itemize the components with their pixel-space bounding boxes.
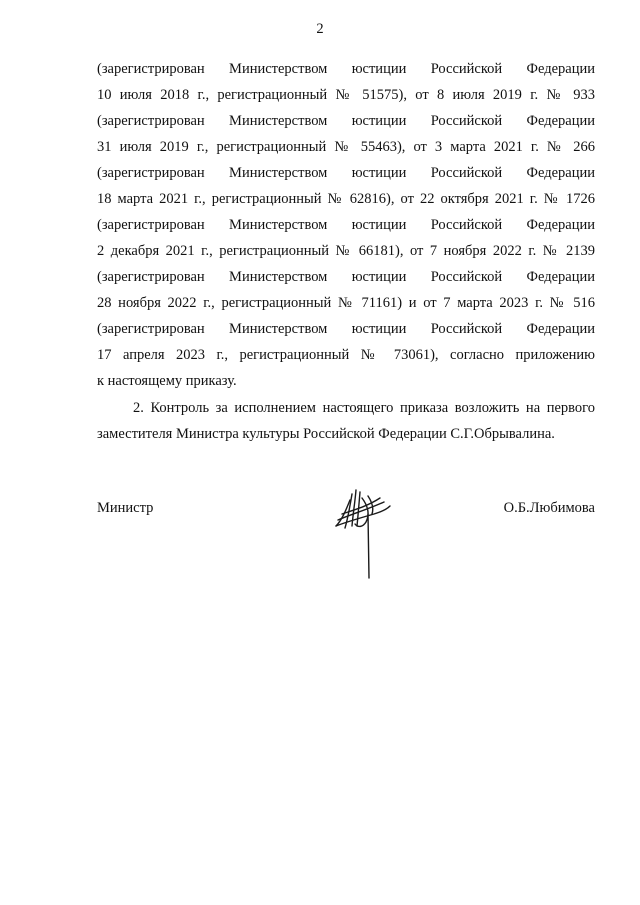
page-number: 2	[316, 21, 324, 37]
body-line-10: 28 ноября 2022 г., регистрационный № 71161) и от 7 марта 2023 г. № 516	[97, 295, 595, 311]
body-line-5: (зарегистрирован Министерством юстиции Российской Федерации	[97, 165, 595, 181]
body-line-2: 10 июля 2018 г., регистрационный № 51575), от 8 июля 2019 г. № 933	[97, 87, 595, 103]
body-line-3: (зарегистрирован Министерством юстиции Российской Федерации	[97, 113, 595, 129]
body-line-4: 31 июля 2019 г., регистрационный № 55463), от 3 марта 2021 г. № 266	[97, 139, 595, 155]
body-line-6: 18 марта 2021 г., регистрационный № 62816), от 22 октября 2021 г. № 1726	[97, 191, 595, 207]
handwritten-signature	[328, 484, 396, 580]
body-line-9: (зарегистрирован Министерством юстиции Российской Федерации	[97, 269, 595, 285]
body-line-1: (зарегистрирован Министерством юстиции Российской Федерации	[97, 61, 595, 77]
paragraph-2-line-2: заместителя Министра культуры Российской Федерации С.Г.Обрывалина.	[97, 426, 555, 442]
signatory-name: О.Б.Любимова	[503, 500, 595, 516]
body-line-7: (зарегистрирован Министерством юстиции Российской Федерации	[97, 217, 595, 233]
body-line-8: 2 декабря 2021 г., регистрационный № 66181), от 7 ноября 2022 г. № 2139	[97, 243, 595, 259]
body-line-11: (зарегистрирован Министерством юстиции Российской Федерации	[97, 321, 595, 337]
body-line-12: 17 апреля 2023 г., регистрационный № 73061), согласно приложению	[97, 347, 595, 363]
signatory-title: Министр	[97, 500, 154, 516]
paragraph-2-line-1: 2. Контроль за исполнением настоящего приказа возложить на первого	[133, 400, 595, 416]
body-line-13: к настоящему приказу.	[97, 373, 237, 389]
